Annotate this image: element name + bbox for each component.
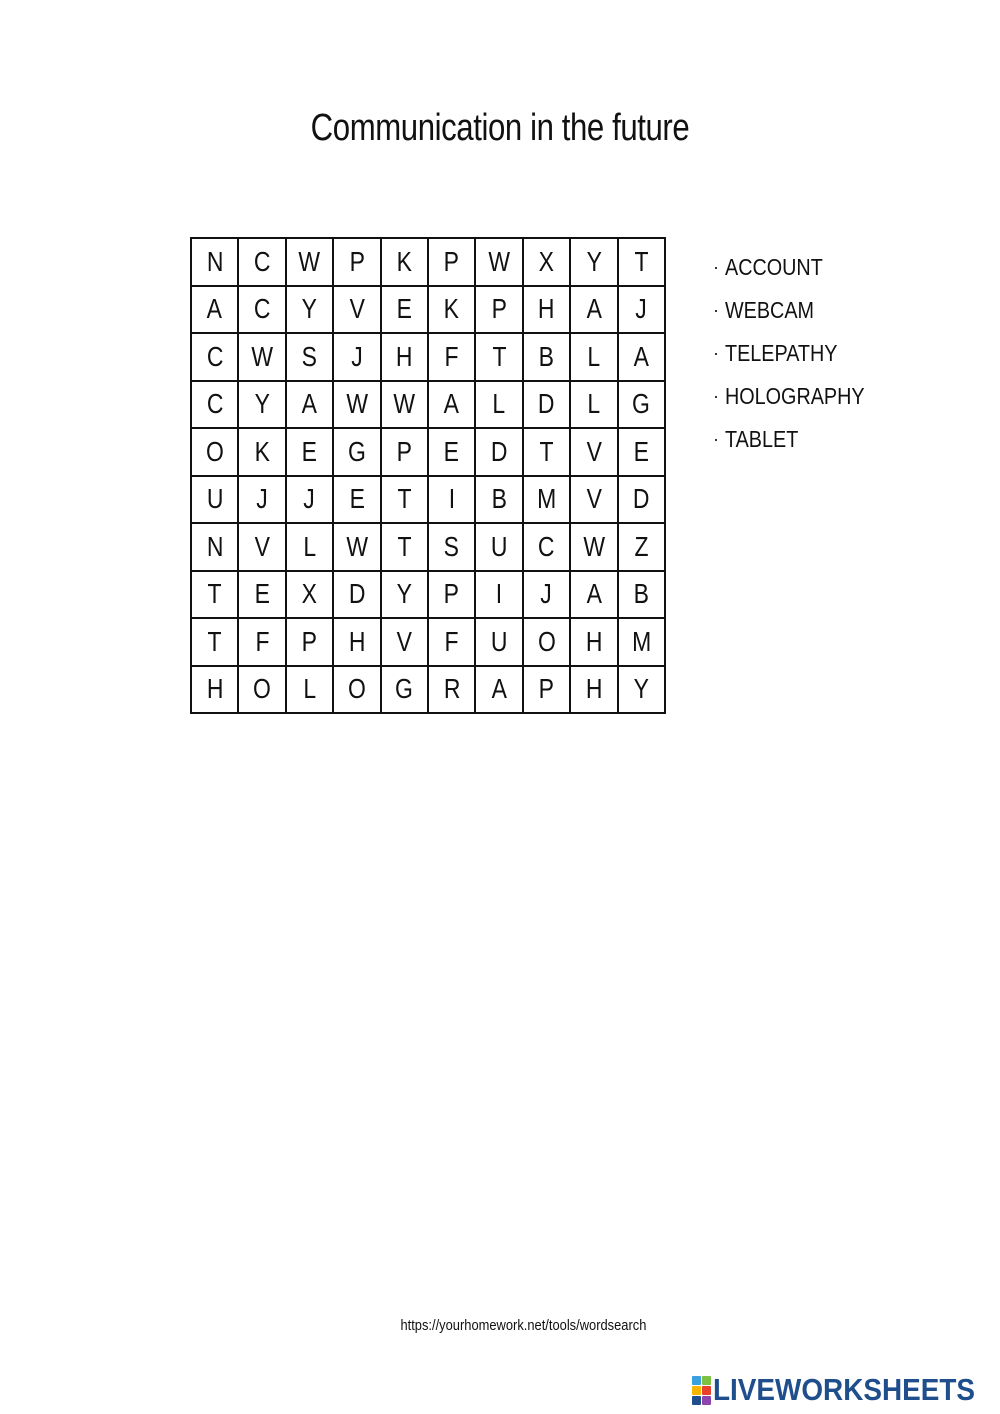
logo-tile xyxy=(692,1376,701,1385)
grid-letter: D xyxy=(632,483,650,515)
grid-letter: Z xyxy=(634,530,649,562)
grid-cell xyxy=(239,619,286,667)
grid-letter: W xyxy=(393,388,416,420)
grid-letter: L xyxy=(492,388,506,420)
grid-letter: W xyxy=(346,388,368,420)
grid-cell xyxy=(334,667,381,715)
grid-letter: N xyxy=(206,245,223,277)
grid-letter: C xyxy=(206,388,223,420)
grid-cell xyxy=(239,524,286,572)
grid-cell xyxy=(382,619,429,667)
grid-cell xyxy=(476,239,523,287)
grid-letter: B xyxy=(491,483,507,515)
grid-cell xyxy=(382,429,429,477)
grid-letter: Y xyxy=(301,293,318,325)
word-list-item xyxy=(713,381,887,424)
grid-letter: H xyxy=(585,625,603,657)
grid-letter: Y xyxy=(586,245,602,277)
grid-letter: W xyxy=(488,245,510,277)
grid-cell xyxy=(619,429,666,477)
grid-cell xyxy=(524,619,571,667)
logo-tile xyxy=(702,1386,711,1395)
grid-cell xyxy=(476,524,523,572)
grid-letter: I xyxy=(448,483,455,515)
grid-letter: P xyxy=(349,245,365,277)
grid-letter: L xyxy=(303,673,316,705)
word-list-item xyxy=(713,295,887,338)
word-list-item xyxy=(713,252,887,295)
grid-letter: V xyxy=(349,293,365,325)
grid-letter: W xyxy=(251,340,273,372)
word-label: TABLET xyxy=(725,426,799,452)
grid-letter: L xyxy=(587,340,601,372)
grid-cell xyxy=(524,334,571,382)
grid-letter: H xyxy=(538,293,555,325)
word-list-item xyxy=(713,424,887,467)
grid-cell xyxy=(287,667,334,715)
bullet-icon: · xyxy=(713,343,719,363)
grid-letter: O xyxy=(537,625,556,657)
grid-letter: P xyxy=(444,245,460,277)
grid-cell xyxy=(571,477,618,525)
word-list-item xyxy=(713,338,887,381)
grid-cell xyxy=(334,619,381,667)
grid-cell xyxy=(239,667,286,715)
grid-letter: T xyxy=(207,625,222,657)
grid-cell xyxy=(382,382,429,430)
grid-cell xyxy=(429,429,476,477)
grid-letter: L xyxy=(303,530,316,562)
grid-cell xyxy=(382,287,429,335)
grid-letter: G xyxy=(395,673,414,705)
grid-cell xyxy=(192,239,239,287)
grid-letter: R xyxy=(443,673,460,705)
grid-cell xyxy=(476,334,523,382)
grid-cell xyxy=(571,429,618,477)
logo-text: LIVEWORKSHEETS xyxy=(713,1372,975,1407)
grid-cell xyxy=(334,382,381,430)
grid-cell xyxy=(192,287,239,335)
grid-letter: S xyxy=(301,340,318,372)
word-search-grid xyxy=(190,237,666,714)
grid-letter: A xyxy=(207,293,223,325)
grid-letter: I xyxy=(495,578,503,610)
grid-letter: V xyxy=(586,483,602,515)
bullet-icon: · xyxy=(713,386,719,406)
grid-cell xyxy=(571,572,618,620)
grid-letter: T xyxy=(207,578,222,610)
grid-letter: S xyxy=(444,530,460,562)
grid-cell xyxy=(571,619,618,667)
word-label: HOLOGRAPHY xyxy=(725,383,865,409)
grid-letter: W xyxy=(346,530,368,562)
grid-letter: J xyxy=(540,578,553,610)
grid-cell xyxy=(524,477,571,525)
word-label: ACCOUNT xyxy=(725,254,823,280)
grid-cell xyxy=(334,429,381,477)
logo-tile xyxy=(692,1396,701,1405)
grid-letter: U xyxy=(490,530,508,562)
grid-letter: D xyxy=(348,578,366,610)
grid-letter: P xyxy=(444,578,460,610)
grid-cell xyxy=(524,429,571,477)
grid-letter: P xyxy=(301,625,318,657)
grid-cell xyxy=(429,619,476,667)
bullet-icon: · xyxy=(713,300,719,320)
grid-cell xyxy=(429,524,476,572)
grid-letter: U xyxy=(490,625,508,657)
grid-letter: D xyxy=(490,435,508,467)
grid-cell xyxy=(524,667,571,715)
grid-letter: P xyxy=(538,673,555,705)
grid-letter: H xyxy=(348,625,366,657)
grid-cell xyxy=(429,382,476,430)
grid-letter: U xyxy=(206,483,223,515)
grid-letter: J xyxy=(303,483,316,515)
grid-letter: E xyxy=(444,435,460,467)
grid-letter: P xyxy=(491,293,507,325)
grid-letter: F xyxy=(444,340,459,372)
grid-cell xyxy=(429,667,476,715)
grid-letter: C xyxy=(253,293,271,325)
grid-letter: A xyxy=(586,293,602,325)
grid-cell xyxy=(239,429,286,477)
grid-cell xyxy=(382,572,429,620)
grid-letter: M xyxy=(536,483,557,515)
grid-letter: T xyxy=(397,483,412,515)
grid-cell xyxy=(287,524,334,572)
liveworksheets-logo-icon xyxy=(692,1376,711,1405)
grid-cell xyxy=(192,334,239,382)
grid-letter: E xyxy=(254,578,270,610)
grid-letter: J xyxy=(256,483,268,515)
grid-letter: W xyxy=(583,530,605,562)
grid-letter: E xyxy=(633,435,649,467)
grid-letter: X xyxy=(301,578,318,610)
grid-cell xyxy=(239,239,286,287)
grid-cell xyxy=(334,287,381,335)
grid-cell xyxy=(287,572,334,620)
grid-letter: V xyxy=(254,530,270,562)
grid-letter: Y xyxy=(396,578,412,610)
grid-cell xyxy=(382,524,429,572)
grid-cell xyxy=(571,382,618,430)
bullet-icon: · xyxy=(713,257,719,277)
grid-cell xyxy=(429,477,476,525)
grid-cell xyxy=(429,334,476,382)
grid-cell xyxy=(287,382,334,430)
grid-cell xyxy=(239,287,286,335)
grid-cell xyxy=(192,382,239,430)
grid-cell xyxy=(192,524,239,572)
grid-cell xyxy=(287,619,334,667)
grid-cell xyxy=(524,239,571,287)
grid-cell xyxy=(619,239,666,287)
grid-letter: L xyxy=(587,388,601,420)
grid-cell xyxy=(334,477,381,525)
grid-cell xyxy=(239,477,286,525)
grid-cell xyxy=(571,667,618,715)
grid-cell xyxy=(619,382,666,430)
grid-cell xyxy=(619,619,666,667)
logo-tile xyxy=(692,1386,701,1395)
grid-cell xyxy=(524,382,571,430)
grid-cell xyxy=(382,239,429,287)
word-label: TELEPATHY xyxy=(725,340,838,366)
grid-letter: F xyxy=(255,625,270,657)
grid-cell xyxy=(619,334,666,382)
grid-cell xyxy=(239,572,286,620)
grid-letter: J xyxy=(351,340,363,372)
grid-letter: V xyxy=(586,435,602,467)
grid-cell xyxy=(334,524,381,572)
page-title: Communication in the future xyxy=(310,107,690,149)
logo-tile xyxy=(702,1396,711,1405)
grid-cell xyxy=(429,572,476,620)
grid-letter: A xyxy=(444,388,460,420)
grid-cell xyxy=(192,429,239,477)
grid-letter: H xyxy=(585,673,603,705)
grid-cell xyxy=(239,382,286,430)
grid-cell xyxy=(571,239,618,287)
grid-cell xyxy=(287,239,334,287)
grid-letter: E xyxy=(301,435,318,467)
grid-letter: O xyxy=(347,673,366,705)
grid-letter: G xyxy=(632,388,651,420)
grid-cell xyxy=(476,572,523,620)
grid-cell xyxy=(192,477,239,525)
grid-cell xyxy=(619,477,666,525)
grid-cell xyxy=(429,287,476,335)
grid-letter: C xyxy=(253,245,271,277)
grid-letter: X xyxy=(538,245,555,277)
grid-cell xyxy=(287,287,334,335)
grid-letter: N xyxy=(206,530,223,562)
grid-cell xyxy=(619,287,666,335)
grid-cell xyxy=(476,382,523,430)
grid-cell xyxy=(382,667,429,715)
grid-letter: B xyxy=(633,578,649,610)
grid-letter: E xyxy=(349,483,365,515)
grid-cell xyxy=(429,239,476,287)
grid-letter: K xyxy=(444,293,460,325)
grid-cell xyxy=(334,572,381,620)
grid-letter: W xyxy=(298,245,321,277)
grid-letter: H xyxy=(395,340,413,372)
grid-cell xyxy=(524,524,571,572)
grid-cell xyxy=(571,287,618,335)
liveworksheets-logo xyxy=(692,1374,1000,1406)
grid-cell xyxy=(287,477,334,525)
grid-letter: G xyxy=(347,435,366,467)
grid-cell xyxy=(476,667,523,715)
grid-cell xyxy=(571,524,618,572)
grid-letter: J xyxy=(635,293,648,325)
grid-letter: C xyxy=(206,340,223,372)
grid-cell xyxy=(192,572,239,620)
grid-cell xyxy=(476,619,523,667)
grid-cell xyxy=(382,477,429,525)
grid-cell xyxy=(524,572,571,620)
grid-letter: T xyxy=(492,340,507,372)
grid-letter: T xyxy=(397,530,412,562)
grid-letter: A xyxy=(491,673,507,705)
grid-cell xyxy=(524,287,571,335)
grid-cell xyxy=(476,287,523,335)
grid-letter: A xyxy=(633,340,649,372)
grid-cell xyxy=(287,429,334,477)
grid-cell xyxy=(287,334,334,382)
grid-cell xyxy=(476,429,523,477)
grid-cell xyxy=(476,477,523,525)
grid-letter: Y xyxy=(254,388,270,420)
word-label: WEBCAM xyxy=(725,297,815,323)
grid-cell xyxy=(334,334,381,382)
grid-letter: Y xyxy=(633,673,649,705)
grid-letter: E xyxy=(396,293,412,325)
grid-letter: M xyxy=(631,625,651,657)
grid-letter: T xyxy=(634,245,649,277)
grid-cell xyxy=(619,572,666,620)
grid-letter: O xyxy=(253,673,272,705)
logo-tile xyxy=(702,1376,711,1385)
grid-letter: A xyxy=(586,578,602,610)
grid-cell xyxy=(192,619,239,667)
grid-letter: B xyxy=(538,340,555,372)
grid-letter: A xyxy=(301,388,318,420)
grid-letter: O xyxy=(205,435,224,467)
grid-letter: F xyxy=(444,625,459,657)
grid-letter: C xyxy=(538,530,555,562)
grid-cell xyxy=(571,334,618,382)
grid-cell xyxy=(334,239,381,287)
grid-cell xyxy=(192,667,239,715)
word-list xyxy=(713,252,887,467)
grid-cell xyxy=(619,524,666,572)
grid-letter: V xyxy=(396,625,412,657)
grid-letter: T xyxy=(539,435,554,467)
source-url: https://yourhomework.net/tools/wordsearch xyxy=(400,1317,647,1334)
grid-letter: D xyxy=(538,388,555,420)
grid-cell xyxy=(239,334,286,382)
grid-letter: P xyxy=(396,435,412,467)
grid-letter: K xyxy=(254,435,270,467)
grid-letter: K xyxy=(396,245,412,277)
grid-cell xyxy=(619,667,666,715)
grid-letter: H xyxy=(206,673,223,705)
grid-cell xyxy=(382,334,429,382)
bullet-icon: · xyxy=(713,429,719,449)
